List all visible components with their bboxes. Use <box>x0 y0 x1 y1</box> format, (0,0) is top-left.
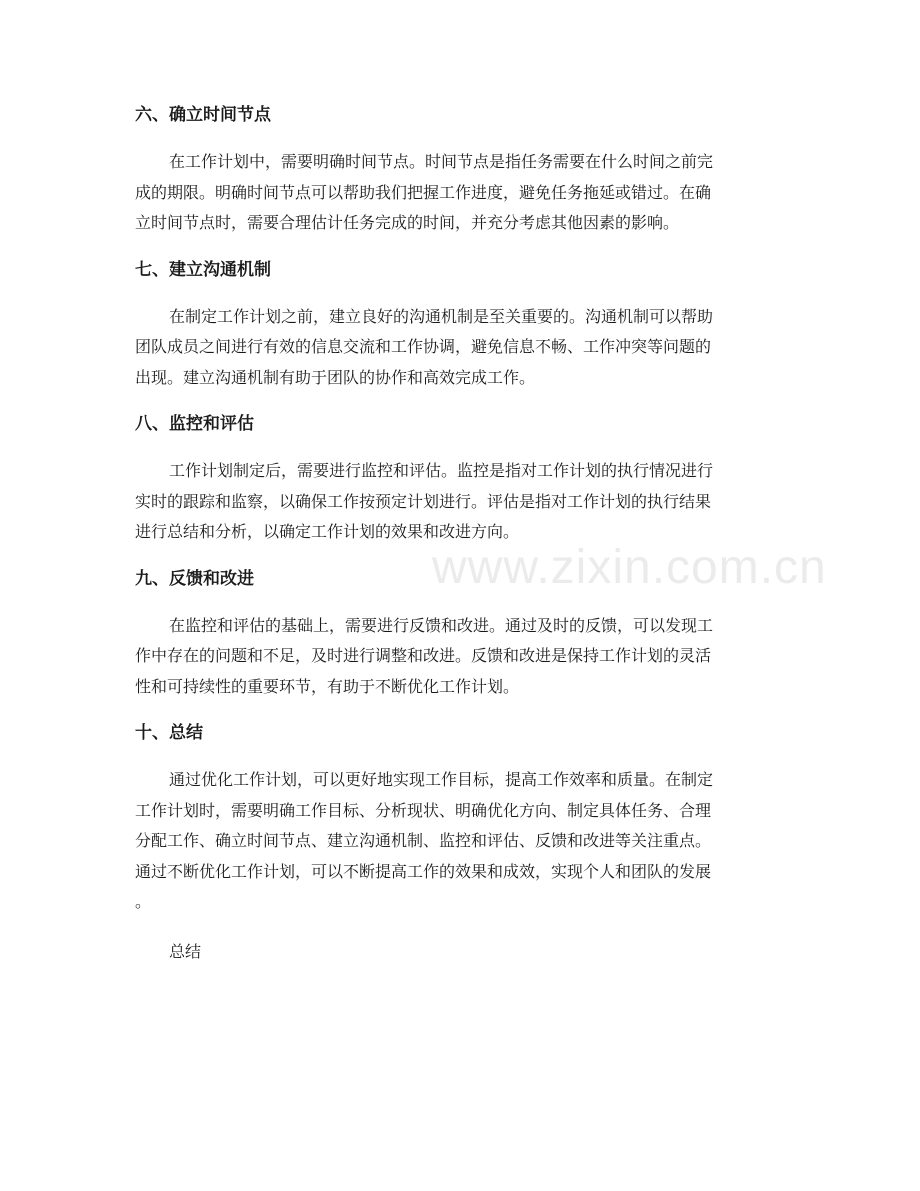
section-heading: 十、总结 <box>135 723 203 743</box>
section-paragraph <box>135 611 785 703</box>
section-heading: 七、建立沟通机制 <box>135 259 271 280</box>
section-summary <box>135 721 785 918</box>
watermark-text: www.zixin.com.cn <box>432 541 827 594</box>
section-heading: 六、确立时间节点 <box>135 105 271 125</box>
paragraph-line: 在工作计划中，需要明确时间节点。时间节点是指任务需要在什么时间之前完 <box>169 152 714 171</box>
paragraph-line: 在监控和评估的基础上，需要进行反馈和改进。通过及时的反馈，可以发现工 <box>169 615 714 635</box>
section-paragraph <box>135 765 785 918</box>
paragraph-line: 成的期限。明确时间节点可以帮助我们把握工作进度，避免任务拖延或错过。在确 <box>135 182 712 202</box>
paragraph-line: 性和可持续性的重要环节，有助于不断优化工作计划。 <box>135 676 520 696</box>
paragraph-line: 工作计划制定后，需要进行监控和评估。监控是指对工作计划的执行情况进行 <box>169 461 714 480</box>
paragraph-line: 进行总结和分析，以确定工作计划的效果和改进方向。 <box>135 522 520 541</box>
section-paragraph <box>135 147 785 239</box>
section-monitoring <box>135 412 785 548</box>
section-heading: 九、反馈和改进 <box>135 568 254 589</box>
paragraph-line: 团队成员之间进行有效的信息交流和工作协调，避免信息不畅、工作冲突等问题的 <box>135 337 712 356</box>
paragraph-line: 在制定工作计划之前，建立良好的沟通机制是至关重要的。沟通机制可以帮助 <box>169 306 714 326</box>
paragraph-line: 立时间节点时，需要合理估计任务完成的时间，并充分考虑其他因素的影响。 <box>135 213 680 232</box>
document-body <box>135 103 785 967</box>
section-paragraph <box>135 456 785 548</box>
paragraph-line: 出现。建立沟通机制有助于团队的协作和高效完成工作。 <box>135 367 536 387</box>
section-time-nodes <box>135 103 785 239</box>
paragraph-line: 。 <box>135 892 152 911</box>
paragraph-line: 工作计划时，需要明确工作目标、分析现状、明确优化方向、制定具体任务、合理 <box>135 800 712 820</box>
trailing-summary-label: 总结 <box>169 941 202 961</box>
section-communication <box>135 258 785 394</box>
paragraph-line: 通过优化工作计划，可以更好地实现工作目标，提高工作效率和质量。在制定 <box>169 770 714 789</box>
section-paragraph <box>135 302 785 394</box>
paragraph-line: 分配工作、确立时间节点、建立沟通机制、监控和评估、反馈和改进等关注重点。 <box>135 831 712 850</box>
paragraph-line: 通过不断优化工作计划，可以不断提高工作的效果和成效，实现个人和团队的发展 <box>135 861 712 881</box>
paragraph-line: 实时的跟踪和监察，以确保工作按预定计划进行。评估是指对工作计划的执行结果 <box>135 491 712 511</box>
section-heading: 八、监控和评估 <box>135 414 254 434</box>
paragraph-line: 作中存在的问题和不足，及时进行调整和改进。反馈和改进是保持工作计划的灵活 <box>135 646 712 665</box>
section-feedback <box>135 567 785 703</box>
